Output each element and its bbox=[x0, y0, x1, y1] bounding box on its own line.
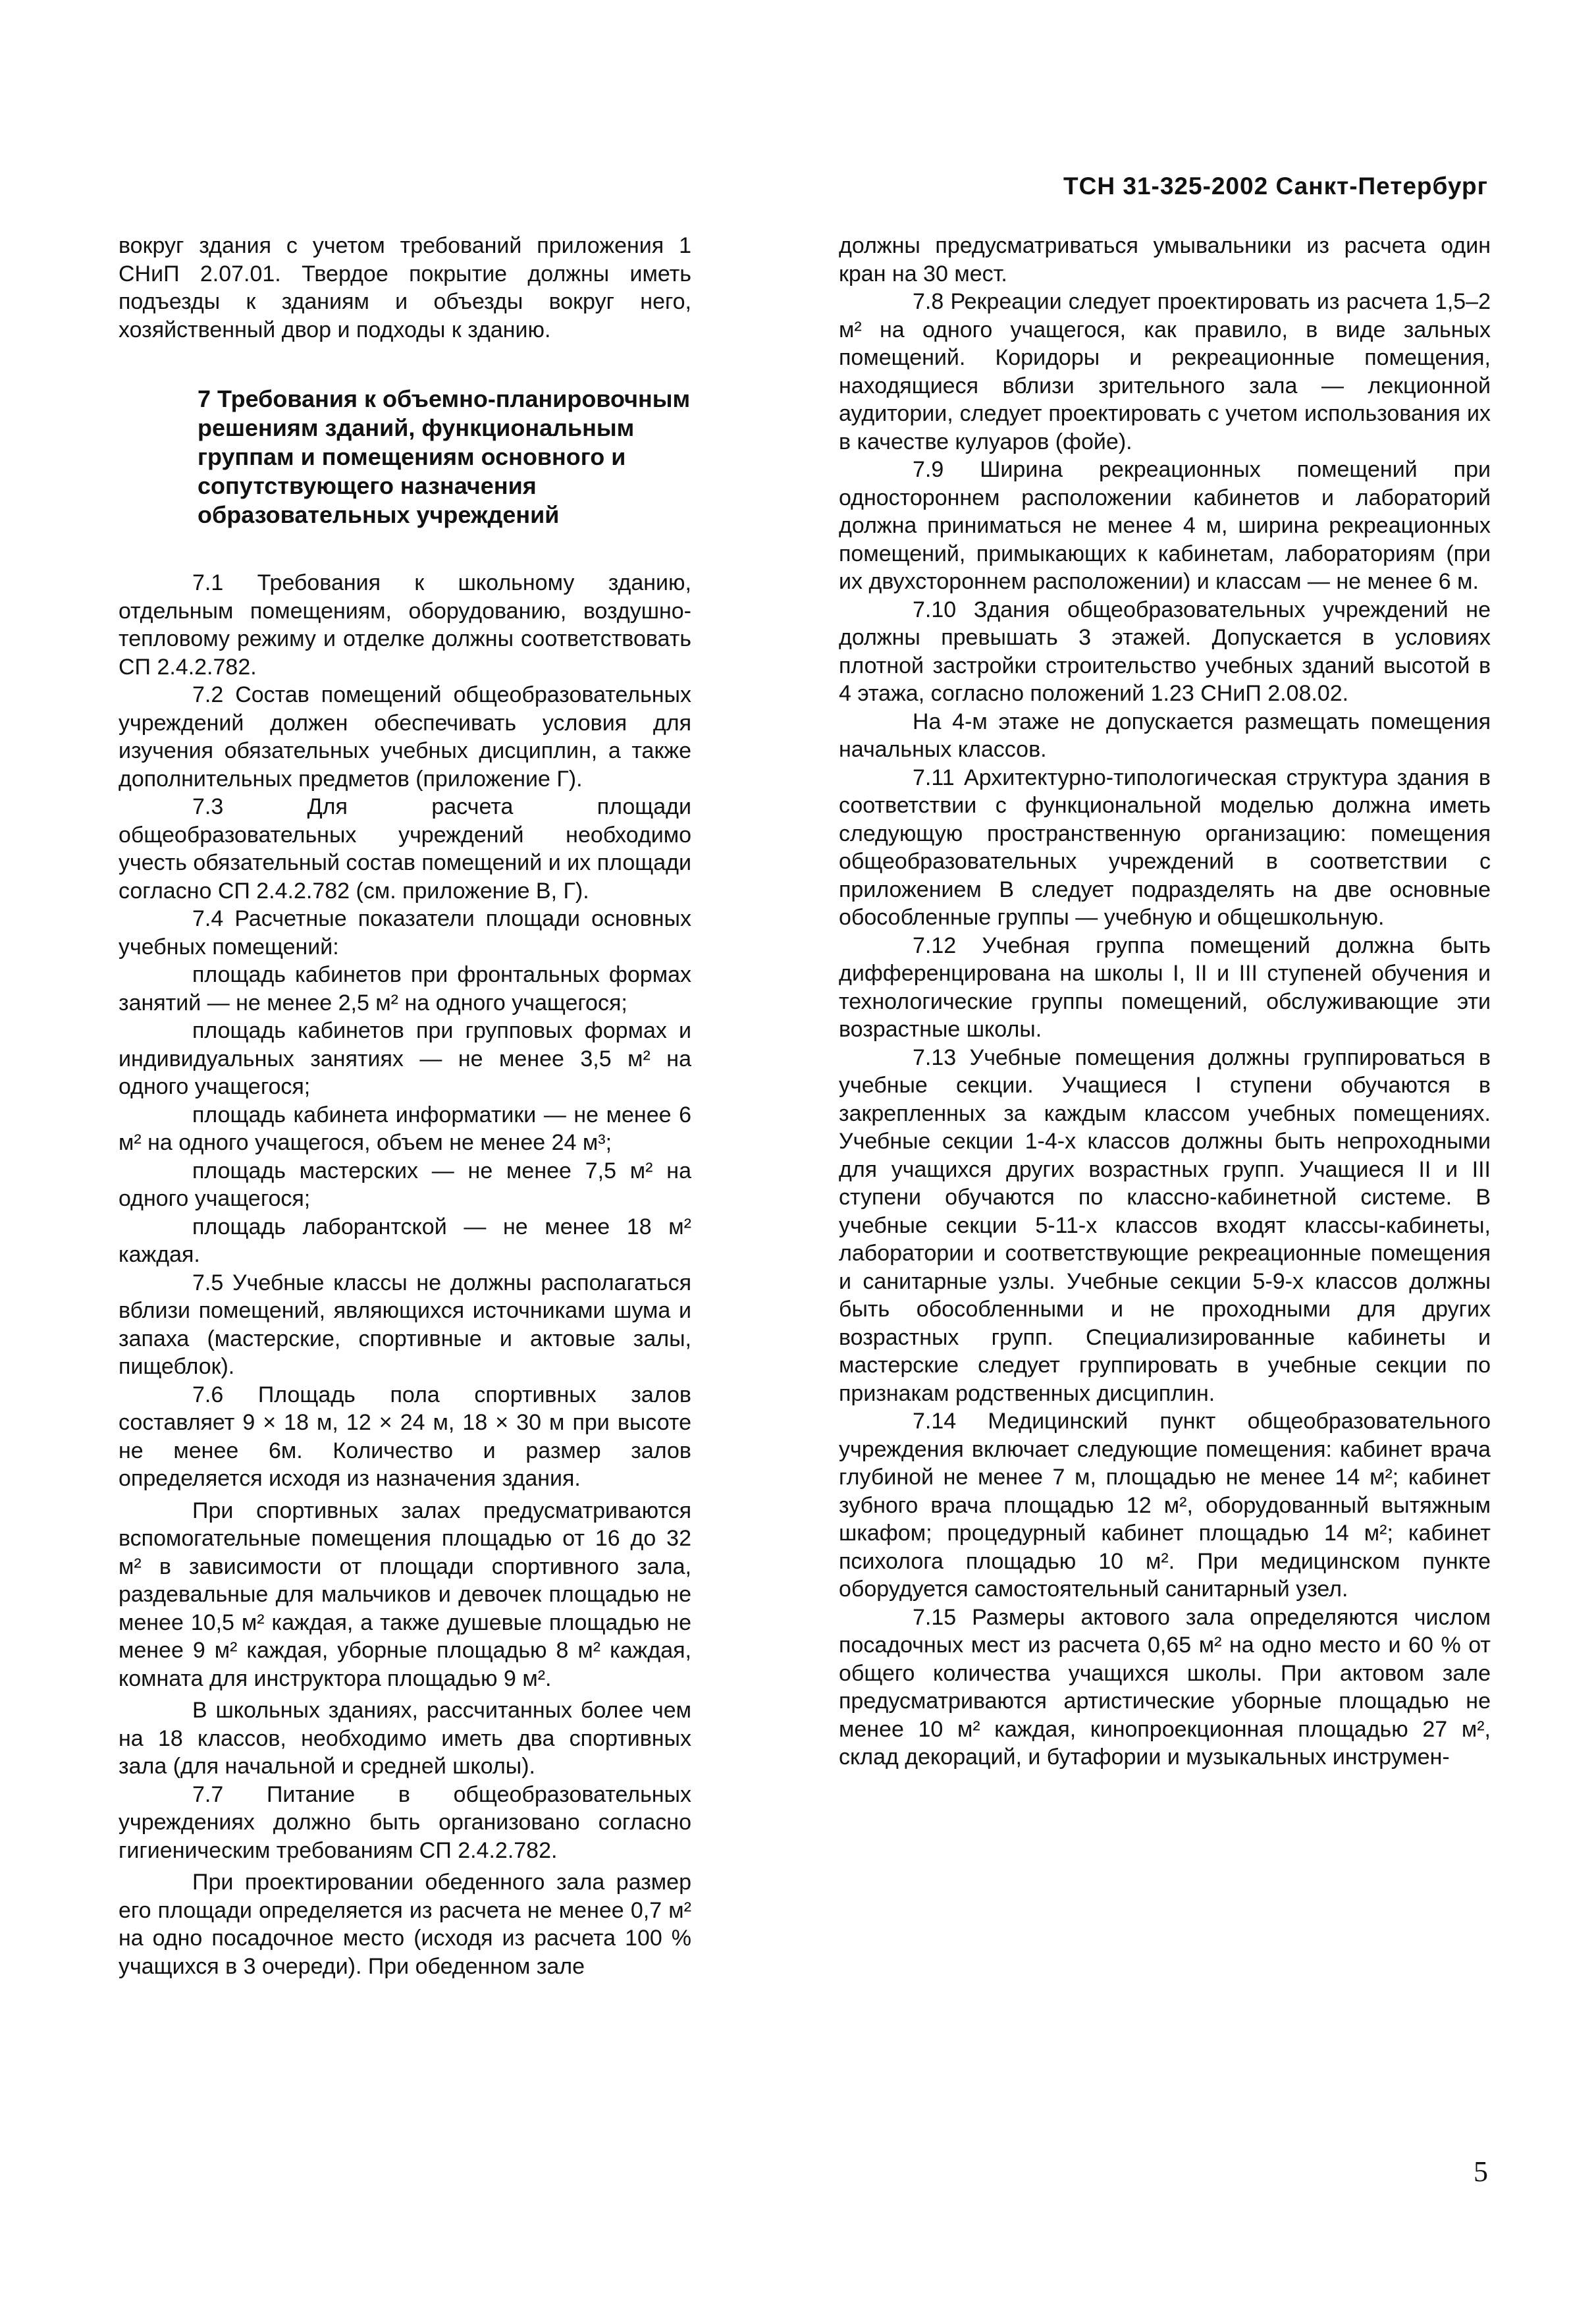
paragraph-7-10: 7.10 Здания общеобразовательных учреждений не должны превышать 3 этажей. Допускается в условиях плотной застройки строительство учебных зданий высотой в 4 этажа, согласно положений 1.23 СНиП 2.08.02. bbox=[839, 597, 1491, 706]
paragraph-7-13: 7.13 Учебные помещения должны группироваться в учебные секции. Учащиеся I ступени обучаются в закрепленных за каждым классом учебных помещениях. Учебные секции 1-4-х классов должны быть непроходными для учащихся других возрастных групп. Учащиеся II и III ступени обучаются по классно-кабинетной системе. В учебные секции 5-11-х классов входят классы-кабинеты, лаборатории и соответствующие рекреационные помещения и санитарные узлы. Учебные секции 5-9-х классов должны быть обособленными и не проходными для других возрастных групп. Специализированные кабинеты и мастерские следует группировать в учебные секции по признакам родственных дисциплин. bbox=[839, 1044, 1491, 1406]
paragraph: должны предусматриваться умывальники из расчета один кран на 30 мест. bbox=[839, 233, 1491, 286]
paragraph: На 4-м этаже не допускается размещать помещения начальных классов. bbox=[839, 709, 1491, 762]
paragraph: При проектировании обеденного зала размер его площади определяется из расчета не менее 0,7 м² на одно посадочное место (исходя из расчета 100 % учащихся в 3 очереди). При обеденном зале bbox=[119, 1870, 691, 1979]
left-column bbox=[119, 232, 691, 1980]
page-number: 5 bbox=[1474, 2155, 1488, 2188]
paragraph-7-8: 7.8 Рекреации следует проектировать из расчета 1,5–2 м² на одного учащегося, как правило, в виде зальных помещений. Коридоры и рекреационные помещения, находящиеся вблизи зрительного зала — лекционной аудитории, следует проектировать с учетом использования их в качестве кулуаров (фойе). bbox=[839, 289, 1491, 454]
paragraph-7-14: 7.14 Медицинский пункт общеобразовательного учреждения включает следующие помещения: кабинет врача глубиной не менее 7 м, площадью не менее 14 м²; кабинет зубного врача площадью 12 м², оборудованный вытяжным шкафом; процедурный кабинет площадью 14 м²; кабинет психолога площадью 10 м². При медицинском пункте оборудуется самостоятельный санитарный узел. bbox=[839, 1409, 1491, 1602]
paragraph: При спортивных залах предусматриваются вспомогательные помещения площадью от 16 до 32 м² в зависимости от площади спортивного зала, раздевальные для мальчиков и девочек площадью не менее 10,5 м² каждая, а также душевые площадью не менее 9 м² каждая, уборные площадью 8 м² каждая, комната для инструктора площадью 9 м². bbox=[119, 1498, 691, 1691]
right-column bbox=[839, 232, 1491, 1772]
list-item: площадь лаборантской — не менее 18 м² каждая. bbox=[119, 1214, 691, 1267]
paragraph-7-5: 7.5 Учебные классы не должны располагаться вблизи помещений, являющихся источниками шума и запаха (мастерские, спортивные и актовые залы, пищеблок). bbox=[119, 1270, 691, 1379]
list-item: площадь кабинетов при фронтальных формах занятий — не менее 2,5 м² на одного учащегося; bbox=[119, 962, 691, 1016]
paragraph: вокруг здания с учетом требований приложения 1 СНиП 2.07.01. Твердое покрытие должны иметь подъезды к зданиям и объезды вокруг него, хозяйственный двор и подходы к зданию. bbox=[119, 233, 691, 342]
paragraph-7-9: 7.9 Ширина рекреационных помещений при одностороннем расположении кабинетов и лабораторий должна приниматься не менее 4 м, ширина рекреационных помещений, примыкающих к кабинетам, лабораториям (при их двухстороннем расположении) и классам — не менее 6 м. bbox=[839, 457, 1491, 594]
list-item: площадь кабинетов при групповых формах и индивидуальных занятиях — не менее 3,5 м² на одного учащегося; bbox=[119, 1018, 691, 1099]
paragraph-7-3: 7.3 Для расчета площади общеобразовательных учреждений необходимо учесть обязательный состав помещений и их площади согласно СП 2.4.2.782 (см. приложение В, Г). bbox=[119, 794, 691, 904]
paragraph-7-4: 7.4 Расчетные показатели площади основных учебных помещений: bbox=[119, 906, 691, 960]
list-item: площадь мастерских — не менее 7,5 м² на одного учащегося; bbox=[119, 1158, 691, 1211]
section-heading: 7 Требования к объемно-планировочным решениям зданий, функциональным группам и помещениям основного и сопутствующего назначения образовательных учреждений bbox=[198, 385, 691, 528]
paragraph-7-6: 7.6 Площадь пола спортивных залов составляет 9 × 18 м, 12 × 24 м, 18 × 30 м при высоте не менее 6м. Количество и размер залов определяется исходя из назначения здания. bbox=[119, 1382, 691, 1491]
running-header: ТСН 31-325-2002 Санкт-Петербург bbox=[1063, 173, 1488, 200]
list-item: площадь кабинета информатики — не менее 6 м² на одного учащегося, объем не менее 24 м³; bbox=[119, 1102, 691, 1155]
paragraph-7-2: 7.2 Состав помещений общеобразовательных учреждений должен обеспечивать условия для изучения обязательных учебных дисциплин, а также дополнительных предметов (приложение Г). bbox=[119, 682, 691, 792]
paragraph: В школьных зданиях, рассчитанных более чем на 18 классов, необходимо иметь два спортивных зала (для начальной и средней школы). bbox=[119, 1698, 691, 1779]
paragraph-7-12: 7.12 Учебная группа помещений должна быть дифференцирована на школы I, II и III ступеней обучения и технологические группы помещений, обслуживающие эти возрастные школы. bbox=[839, 933, 1491, 1042]
paragraph-7-15: 7.15 Размеры актового зала определяются числом посадочных мест из расчета 0,65 м² на одно место и 60 % от общего количества учащихся школы. При актовом зале предусматриваются артистические уборные площадью не менее 10 м² каждая, кинопроекционная площадью 27 м², склад декораций, и бутафории и музыкальных инструмен- bbox=[839, 1604, 1491, 1770]
paragraph-7-1: 7.1 Требования к школьному зданию, отдельным помещениям, оборудованию, воздушно-тепловому режиму и отделке должны соответствовать СП 2.4.2.782. bbox=[119, 570, 691, 680]
paragraph-7-7: 7.7 Питание в общеобразовательных учреждениях должно быть организовано согласно гигиеническим требованиям СП 2.4.2.782. bbox=[119, 1781, 691, 1863]
paragraph-7-11: 7.11 Архитектурно-типологическая структура здания в соответствии с функциональной моделью должна иметь следующую пространственную организацию: помещения общеобразовательных учреждений в соответствии с приложением В следует подразделять на две основные обособленные группы — учебную и общешкольную. bbox=[839, 765, 1491, 930]
